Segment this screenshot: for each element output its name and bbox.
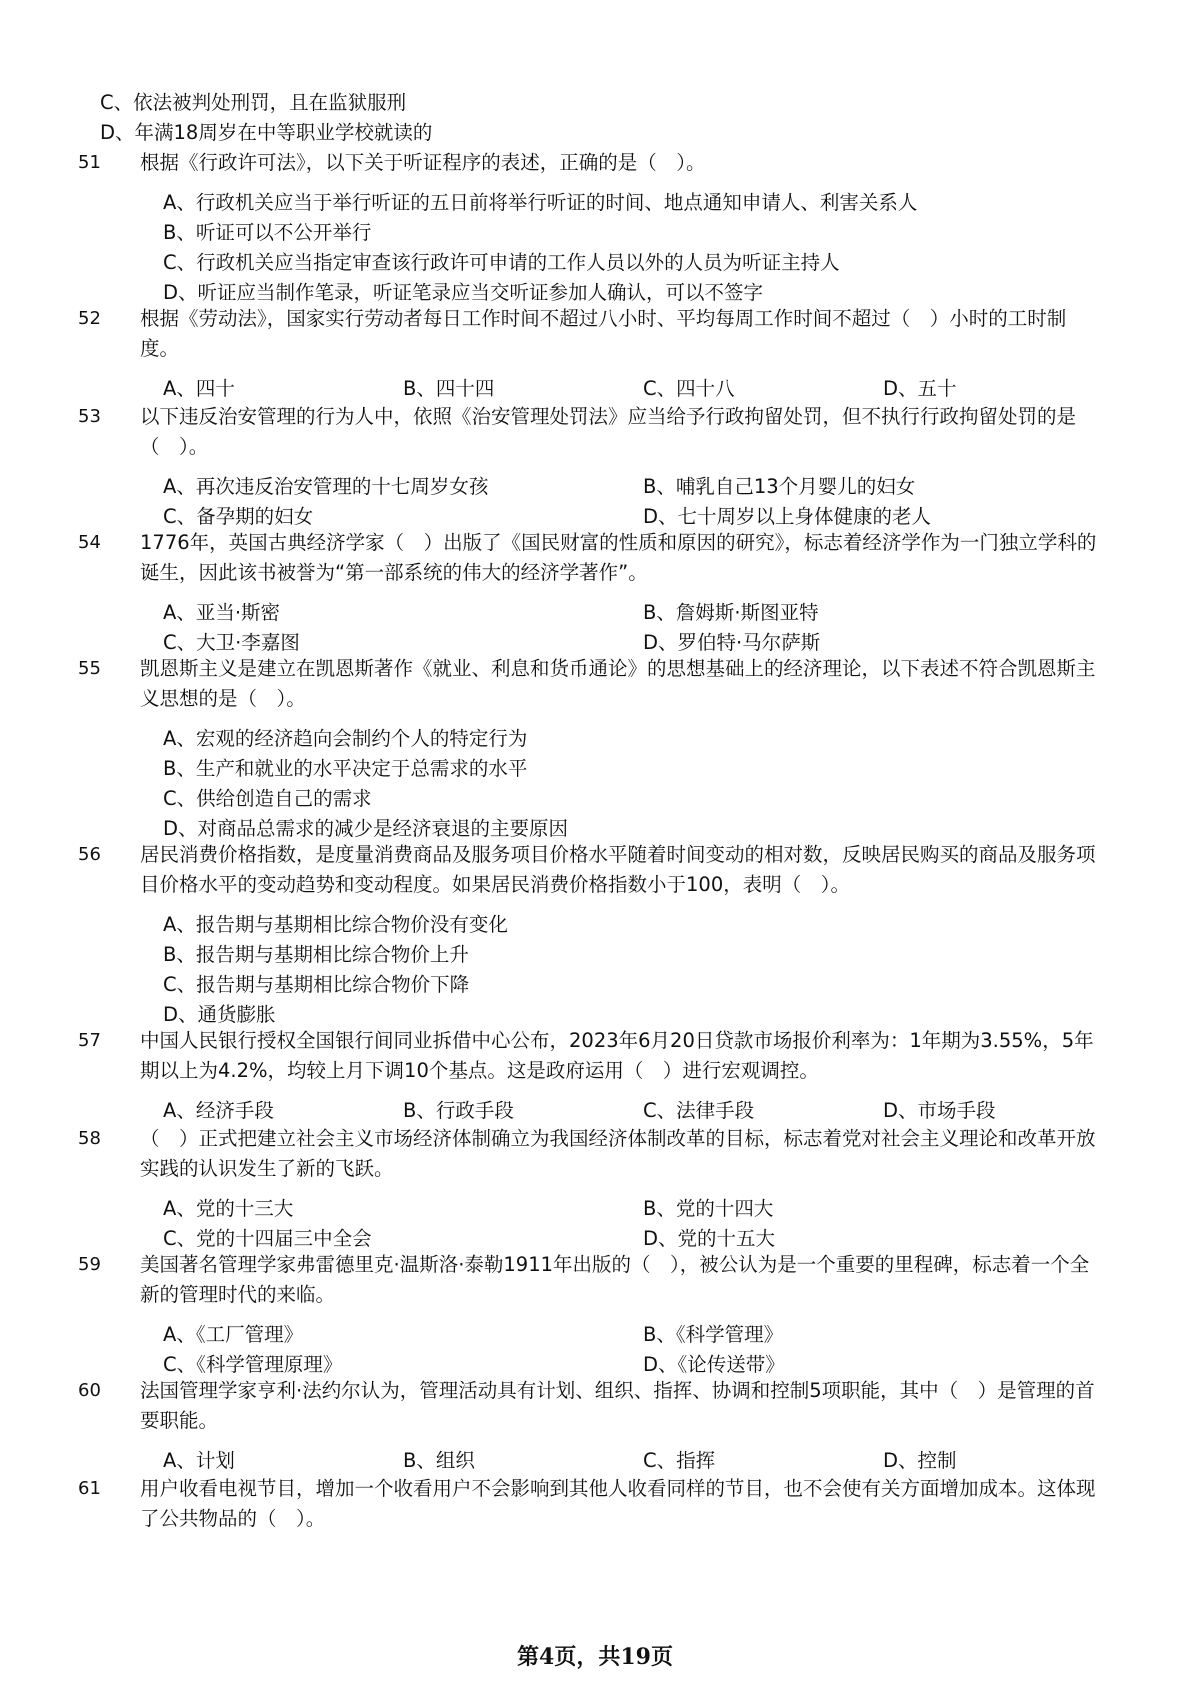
question-list (78, 148, 1118, 1534)
question-stem: 用户收看电视节目，增加一个收看用户不会影响到其他人收看同样的节目，也不会使有关方面增加成本。这体现了公共物品的（ ）。 (140, 1477, 1096, 1530)
option-b: B、组织 (403, 1449, 475, 1472)
question-number: 61 (78, 1478, 101, 1499)
question-stem: 美国著名管理学家弗雷德里克·温斯洛·泰勒1911年出版的（ ），被公认为是一个重要的里程碑，标志着一个全新的管理时代的来临。 (140, 1253, 1090, 1306)
page-footer: 第4页，共19页 (517, 1644, 673, 1670)
question-number: 53 (78, 406, 101, 427)
option-c: C、四十八 (643, 377, 735, 400)
question-stem: 根据《行政许可法》，以下关于听证程序的表述，正确的是（ ）。 (140, 151, 706, 174)
question-number: 55 (78, 658, 101, 679)
option-b: B、党的十四大 (643, 1197, 774, 1220)
option-b: B、四十四 (403, 377, 495, 400)
option: D、年满18周岁在中等职业学校就读的 (100, 121, 433, 144)
question-56 (78, 840, 1118, 1026)
options (163, 1446, 1118, 1476)
option-a: A、《工厂管理》 (163, 1323, 304, 1346)
option-d: D、控制 (883, 1449, 957, 1472)
question-number: 54 (78, 532, 101, 553)
question-stem: 中国人民银行授权全国银行间同业拆借中心公布，2023年6月20日贷款市场报价利率为：1年期为3.55%，5年期以上为4.2%，均较上月下调10个基点。这是政府运用（ ）进行宏观调控。 (140, 1029, 1094, 1082)
question-number: 59 (78, 1254, 101, 1275)
question-51 (78, 148, 1118, 304)
option-d: D、五十 (883, 377, 957, 400)
options (163, 1194, 1118, 1254)
option-d: D、《论传送带》 (643, 1353, 785, 1376)
question-number: 60 (78, 1380, 101, 1401)
option-c: C、党的十四届三中全会 (163, 1227, 372, 1250)
options (163, 374, 1118, 404)
option-b: B、报告期与基期相比综合物价上升 (163, 943, 469, 966)
question-stem: 以下违反治安管理的行为人中，依照《治安管理处罚法》应当给予行政拘留处罚，但不执行行政拘留处罚的是（ ）。 (140, 405, 1077, 458)
option-a: A、计划 (163, 1449, 235, 1472)
option-b: B、生产和就业的水平决定于总需求的水平 (163, 757, 528, 780)
options (163, 1320, 1118, 1380)
question-57 (78, 1026, 1118, 1124)
question-59 (78, 1250, 1118, 1376)
lead-options (100, 88, 432, 148)
option-b: B、哺乳自己13个月婴儿的妇女 (643, 475, 916, 498)
option-c: C、《科学管理原理》 (163, 1353, 343, 1376)
option-a: A、报告期与基期相比综合物价没有变化 (163, 913, 508, 936)
option-c: C、大卫·李嘉图 (163, 631, 300, 654)
option-c: C、法律手段 (643, 1099, 755, 1122)
option-b: B、詹姆斯·斯图亚特 (643, 601, 819, 624)
option-d: D、罗伯特·马尔萨斯 (643, 631, 821, 654)
options (163, 188, 1118, 308)
options (163, 724, 1118, 844)
options (163, 910, 1118, 1030)
option-b: B、听证可以不公开举行 (163, 221, 372, 244)
option-d: D、听证应当制作笔录，听证笔录应当交听证参加人确认，可以不签字 (163, 281, 764, 304)
option-a: A、亚当·斯密 (163, 601, 281, 624)
question-number: 51 (78, 152, 101, 173)
question-stem: 根据《劳动法》，国家实行劳动者每日工作时间不超过八小时、平均每周工作时间不超过（ ）小时的工时制度。 (140, 307, 1067, 360)
question-stem: 凯恩斯主义是建立在凯恩斯著作《就业、利息和货币通论》的思想基础上的经济理论，以下表述不符合凯恩斯主义思想的是（ ）。 (140, 657, 1096, 710)
question-stem: 居民消费价格指数，是度量消费商品及服务项目价格水平随着时间变动的相对数，反映居民购买的商品及服务项目价格水平的变动趋势和变动程度。如果居民消费价格指数小于100，表明（ ）。 (140, 843, 1096, 896)
option-a: A、党的十三大 (163, 1197, 294, 1220)
question-number: 56 (78, 844, 101, 865)
option-b: B、《科学管理》 (643, 1323, 784, 1346)
options (163, 1096, 1118, 1126)
option-c: C、报告期与基期相比综合物价下降 (163, 973, 470, 996)
question-61 (78, 1474, 1118, 1534)
question-52 (78, 304, 1118, 402)
option-d: D、市场手段 (883, 1099, 996, 1122)
question-60 (78, 1376, 1118, 1474)
question-stem: （ ）正式把建立社会主义市场经济体制确立为我国经济体制改革的目标，标志着党对社会主义理论和改革开放实践的认识发生了新的飞跃。 (140, 1127, 1096, 1180)
option-d: D、党的十五大 (643, 1227, 776, 1250)
option: C、依法被判处刑罚，且在监狱服刑 (100, 91, 407, 114)
question-stem: 法国管理学家亨利·法约尔认为，管理活动具有计划、组织、指挥、协调和控制5项职能，其中（ ）是管理的首要职能。 (140, 1379, 1095, 1432)
question-55 (78, 654, 1118, 840)
option-b: B、行政手段 (403, 1099, 514, 1122)
option-a: A、四十 (163, 377, 235, 400)
question-number: 52 (78, 308, 101, 329)
question-stem: 1776年，英国古典经济学家（ ）出版了《国民财富的性质和原因的研究》，标志着经济学作为一门独立学科的诞生，因此该书被誉为“第一部系统的伟大的经济学著作”。 (140, 531, 1097, 584)
option-d: D、对商品总需求的减少是经济衰退的主要原因 (163, 817, 569, 840)
question-54 (78, 528, 1118, 654)
option-a: A、行政机关应当于举行听证的五日前将举行听证的时间、地点通知申请人、利害关系人 (163, 191, 918, 214)
option-d: D、七十周岁以上身体健康的老人 (643, 505, 932, 528)
option-c: C、备孕期的妇女 (163, 505, 314, 528)
option-a: A、再次违反治安管理的十七周岁女孩 (163, 475, 489, 498)
option-d: D、通货膨胀 (163, 1003, 276, 1026)
option-a: A、宏观的经济趋向会制约个人的特定行为 (163, 727, 528, 750)
options (163, 472, 1118, 532)
question-number: 58 (78, 1128, 101, 1149)
question-number: 57 (78, 1030, 101, 1051)
option-c: C、行政机关应当指定审查该行政许可申请的工作人员以外的人员为听证主持人 (163, 251, 840, 274)
option-c: C、供给创造自己的需求 (163, 787, 372, 810)
option-a: A、经济手段 (163, 1099, 274, 1122)
question-58 (78, 1124, 1118, 1250)
option-c: C、指挥 (643, 1449, 716, 1472)
question-53 (78, 402, 1118, 528)
options (163, 598, 1118, 658)
